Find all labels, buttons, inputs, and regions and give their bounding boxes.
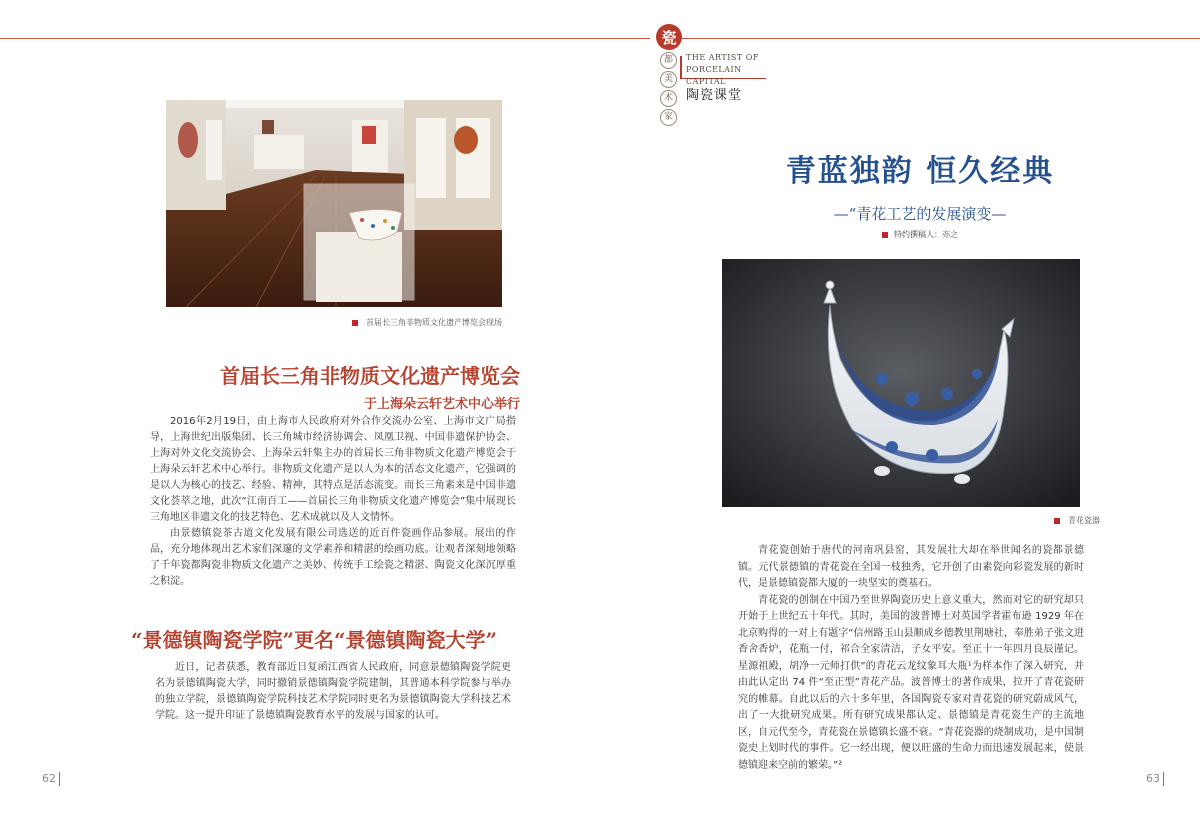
folio-bar bbox=[1163, 772, 1164, 786]
article1-title: 首届长三角非物质文化遗产博览会 bbox=[220, 364, 520, 388]
article3-author bbox=[882, 229, 958, 240]
article1-paragraph: 由景德镇瓷茶古道文化发展有限公司选送的近百件瓷画作品参展。展出的作品，充分地体现出艺术家们深邃的文学素养和精湛的绘画功底。让观者深刻地领略了千年瓷都陶瓷非物质文化遗产之美妙、传统手工绘瓷之精湛、陶瓷文化深沉厚重之积淀。 bbox=[150, 528, 516, 587]
exhibition-photo-caption bbox=[352, 317, 502, 328]
porcelain-photo-caption bbox=[1054, 515, 1100, 526]
article3-body bbox=[738, 543, 1084, 774]
header-rule-right bbox=[680, 38, 1200, 39]
caption-marker-icon bbox=[352, 320, 358, 326]
page-number-left bbox=[42, 772, 63, 786]
masthead-english-line2: PORCELAIN CAPITAL bbox=[686, 65, 742, 86]
caption-text: 青花瓷器 bbox=[1068, 516, 1100, 525]
caption-text: 首届长三角非物质文化遗产博览会现场 bbox=[366, 318, 502, 327]
article2-title: “景德镇陶瓷学院”更名“景德镇陶瓷大学” bbox=[130, 628, 497, 652]
masthead-char: 都 bbox=[660, 52, 677, 69]
masthead-char: 美 bbox=[660, 71, 677, 88]
masthead-vertical-chars bbox=[660, 52, 678, 128]
masthead-english-line1: THE ARTIST OF bbox=[686, 53, 759, 62]
masthead-char: 术 bbox=[660, 90, 677, 107]
page-number-right bbox=[1146, 772, 1167, 786]
page-number-left-text: 62 bbox=[42, 772, 56, 785]
page-number-right-text: 63 bbox=[1146, 772, 1160, 785]
masthead-badge: 瓷 bbox=[656, 24, 682, 50]
author-text: 特约撰稿人：亦之 bbox=[894, 230, 958, 239]
article2-paragraph: 近日，记者获悉，教育部近日复函江西省人民政府，同意景德镇陶瓷学院更名为景德镇陶瓷大学，同时撤销景德镇陶瓷学院建制，其普通本科学院参与举办的独立学院，景德镇陶瓷学院科技艺术学院同时更名为景德镇陶瓷大学科技艺术学院。这一提升印证了景德镇陶瓷教育水平的发展与国家的认可。 bbox=[155, 662, 511, 721]
exhibition-photo bbox=[166, 100, 502, 307]
masthead-char: 家 bbox=[660, 109, 677, 126]
article2-body bbox=[155, 660, 511, 724]
article1-subtitle: 于上海朵云轩艺术中心举行 bbox=[363, 397, 520, 412]
folio-bar bbox=[59, 772, 60, 786]
article3-subtitle: —“青花工艺的发展演变— bbox=[833, 205, 1007, 223]
caption-marker-icon bbox=[1054, 518, 1060, 524]
article1-body bbox=[150, 414, 516, 590]
article3-paragraph: 青花瓷的创制在中国乃至世界陶瓷历史上意义重大，然而对它的研究却只开始于上世纪五十年代。其时，美国的波普博士对英国学者霍布逊 1929 年在北京购得的一对上有题字“信州路玉山县顺成乡德教里荆塘社，奉胜弟子张文进香舍香炉，花瓶一付，祁合全家清洁，子女平安。至正十一年四月良辰谨记。星源祖殿，胡净一元师打供”的青花云龙纹象耳大瓶¹为样本作了深入研究，并由此认定出 74 件“至正型”青花产品。波普博士的著作成果，拉开了青花瓷研究的帷幕。自此以后的六十多年里，各国陶瓷专家对青花瓷的研究蔚成风气，出了一大批研究成果。所有研究成果都认定、景德镇是青花瓷生产的主流地区，自元代至今，青花瓷在景德镇长盛不衰。“青花瓷器的烧制成功，是中国制瓷史上划时代的事件。它一经出现，便以旺盛的生命力而迅速发展起来，使景德镇迎来空前的繁荣。”² bbox=[738, 594, 1084, 771]
header-rule-left bbox=[0, 38, 650, 39]
author-marker-icon bbox=[882, 232, 888, 238]
article1-paragraph: 2016年2月19日，由上海市人民政府对外合作交流办公室、上海市文广局指导，上海世纪出版集团、长三角城市经济协调会、凤凰卫视、中国非遗保护协会、上海对外文化交流协会、上海朵云轩集主办的首届长三角非物质文化遗产博览会于上海朵云轩艺术中心举行。非物质文化遗产是以人为本的活态文化遗产，它强调的是以人为核心的技艺、经验、精神，其特点是活态流变。而长三角素来是中国非遗文化荟萃之地，此次“江南百工——首届长三角非物质文化遗产博览会”集中展现长三角地区非遗文化的技艺特色、艺术成就以及人文情怀。 bbox=[150, 416, 516, 523]
masthead-english bbox=[686, 52, 766, 88]
porcelain-photo bbox=[722, 259, 1080, 507]
article3-paragraph: 青花瓷创始于唐代的河南巩县窑，其发展壮大却在举世闻名的瓷都景德镇。元代景德镇的青花瓷在全国一枝独秀，它开创了由素瓷向彩瓷发展的新时代，是景德镇瓷都大厦的一块坚实的奠基石。 bbox=[738, 545, 1084, 589]
article3-title: 青蓝独韵 恒久经典 bbox=[785, 154, 1055, 189]
section-label: 陶瓷课堂 bbox=[686, 88, 743, 103]
